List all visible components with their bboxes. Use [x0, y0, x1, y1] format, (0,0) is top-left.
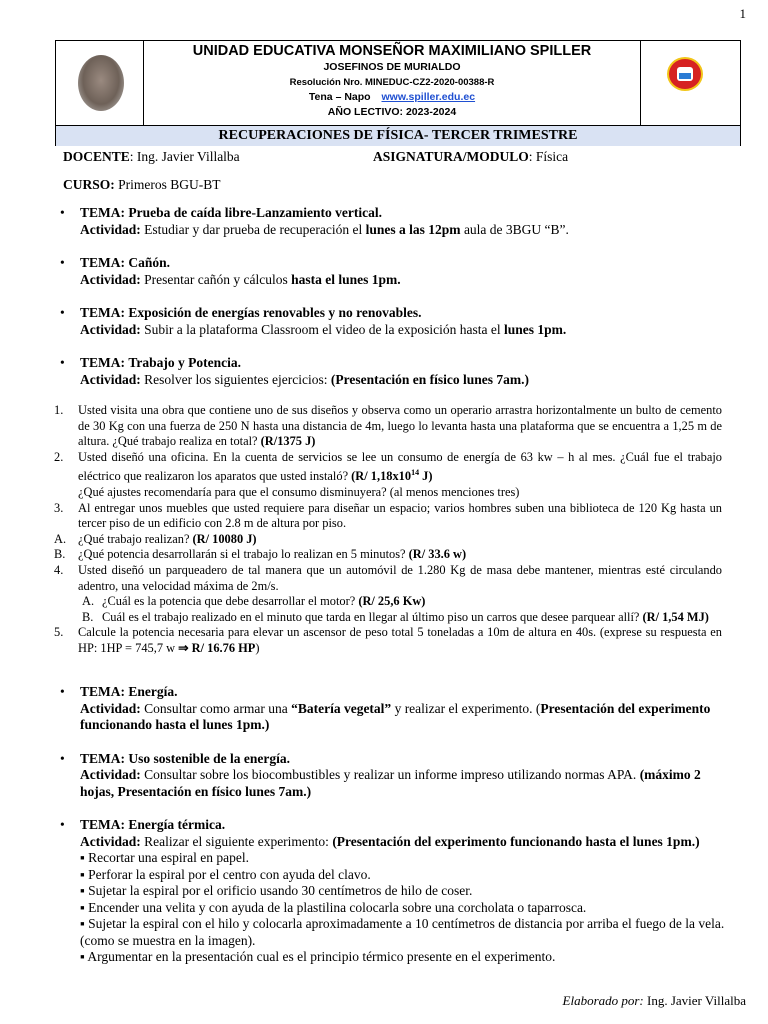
exercise-subitem	[54, 547, 722, 563]
exercise-answer-unit: J)	[419, 469, 433, 484]
crest-cell	[640, 41, 740, 125]
exercise-answer: (R/ 1,18x10	[351, 469, 412, 484]
website-link[interactable]: www.spiller.edu.ec	[381, 91, 476, 103]
topic-item	[60, 355, 730, 388]
topic-title: Prueba de caída libre-Lanzamiento vertical.	[128, 205, 382, 220]
step-item: ▪ Encender una velita y con ayuda de la plastilina colocarla sobre una corcholata o taparrosca.	[80, 899, 587, 915]
topic-title: Energía.	[128, 684, 178, 699]
exercise-answer: (R/ 25,6 Kw)	[358, 594, 426, 609]
activity-highlight: “Batería vegetal”	[291, 700, 392, 716]
exercise-number: 1.	[54, 403, 64, 417]
exercise-item	[54, 450, 722, 501]
exercise-text: Usted visita una obra que contiene uno de sus diseños y observa como un operario arrastra horizontalmente un bulto de cemento de 30 Kg con una fuerza de 250 N hasta una distancia de 4m, luego lo levanta hasta una plataforma que se encuentra a 1,25 m de altura. ¿Qué trabajo realiza en total?	[78, 403, 722, 449]
founder-portrait-image	[78, 55, 124, 111]
exercise-subitem	[54, 610, 722, 626]
curso-label: CURSO:	[63, 177, 115, 192]
topic-item	[60, 684, 730, 734]
exercise-number: 4.	[54, 563, 64, 578]
page-number: 1	[739, 6, 746, 21]
step-item: ▪ Sujetar la espiral por el orificio usando 30 centímetros de hilo de coser.	[80, 883, 473, 898]
actividad-label: Actividad:	[80, 371, 141, 387]
bullet-icon: •	[60, 817, 65, 832]
bullet-icon: •	[60, 355, 65, 370]
exercise-item	[54, 403, 722, 450]
actividad-label: Actividad:	[80, 700, 141, 716]
exercise-text: Usted diseñó un parqueadero de tal manera que un automóvil de 1.280 Kg de masa debe mantener, mientras esté circulando adentro, una velocidad máxima de 2m/s.	[78, 563, 722, 593]
exercise-number: A.	[82, 594, 95, 609]
portrait-cell	[56, 41, 144, 125]
activity-text: Presentar cañón y cálculos	[144, 271, 292, 287]
tema-label: TEMA:	[80, 255, 125, 270]
exercise-subitem	[54, 532, 722, 548]
activity-deadline: (Presentación en físico lunes 7am.)	[330, 371, 529, 387]
footer-author: Ing. Javier Villalba	[643, 993, 746, 1008]
asignatura-label: ASIGNATURA/MODULO	[373, 149, 529, 164]
activity-deadline: lunes a las 12pm	[365, 221, 461, 237]
tema-label: TEMA:	[80, 750, 125, 766]
tema-label: TEMA:	[80, 684, 125, 699]
activity-text: aula de 3BGU “B”.	[460, 221, 569, 237]
exercise-text: ¿Qué ajustes recomendaría para que el consumo disminuyera? (al menos menciones tres)	[78, 485, 520, 500]
location: Tena – Napo	[308, 91, 371, 103]
footer-label: Elaborado por:	[562, 993, 644, 1008]
exercise-text: ¿Qué potencia desarrollarán si el trabajo lo realizan en 5 minutos?	[78, 547, 409, 562]
document-title: RECUPERACIONES DE FÍSICA- TERCER TRIMESTRE	[56, 125, 740, 146]
crest-band	[679, 73, 691, 79]
exercise-text: Calcule la potencia necesaria para elevar un ascensor de peso total 5 toneladas a 10m de altura en 40s. (exprese su respuesta en HP: 1HP = 745,7 w	[78, 625, 722, 656]
exercise-text: Usted diseñó una oficina. En la cuenta de servicios se lee un consumo de energía de 63 kw – h al mes. ¿Cuál fue el trabajo eléctrico que realizaron los aparatos que usted instaló?	[78, 449, 722, 484]
exercise-item	[54, 501, 722, 532]
exercise-item	[54, 563, 722, 594]
implies-arrow-icon: ⇒	[178, 641, 189, 656]
tema-label: TEMA:	[80, 817, 125, 832]
topic-item	[60, 205, 730, 238]
exercise-text: Al entregar unos muebles que usted requiere para diseñar un espacio; varios hombres suben una biblioteca de 120 Kg hasta un tercer piso de un edificio con 2.8 m de altura por piso.	[78, 500, 722, 531]
tema-label: TEMA:	[80, 205, 125, 220]
bullet-icon: •	[60, 255, 65, 270]
exercise-answer: (R/ 10080 J)	[192, 531, 257, 546]
activity-text: Realizar el siguiente experimento:	[144, 833, 333, 849]
actividad-label: Actividad:	[80, 271, 141, 287]
bullet-icon: •	[60, 684, 65, 699]
header-table	[55, 40, 741, 146]
topic-title: Exposición de energías renovables y no renovables.	[128, 305, 422, 320]
actividad-label: Actividad:	[80, 767, 141, 782]
actividad-label: Actividad:	[80, 221, 141, 237]
topic-item	[60, 255, 730, 288]
experiment-steps	[80, 850, 730, 966]
topic-title: Cañón.	[128, 255, 171, 270]
topic-list-bottom	[60, 684, 730, 966]
school-subtitle: JOSEFINOS DE MURIALDO	[323, 61, 461, 73]
school-crest-icon	[667, 57, 703, 91]
actividad-label: Actividad:	[80, 321, 141, 337]
curso-row	[63, 177, 221, 193]
exercise-answer-exponent: 14	[411, 468, 420, 478]
docente-label: DOCENTE	[63, 149, 130, 164]
activity-deadline: (máximo 2 hojas, Presentación en físico lunes 7am.)	[80, 767, 701, 799]
activity-text: y realizar el experimento. (	[391, 700, 541, 716]
exercise-number: 3.	[54, 500, 64, 515]
exercise-number: 5.	[54, 625, 64, 640]
bullet-icon: •	[60, 305, 65, 320]
school-year: AÑO LECTIVO: 2023-2024	[327, 106, 457, 118]
topic-item	[60, 305, 730, 338]
step-item: ▪ Perforar la espiral por el centro con ayuda del clavo.	[80, 866, 371, 882]
exercise-answer: (R/ 1,54 MJ)	[642, 609, 709, 624]
activity-text: Subir a la plataforma Classroom el video de la exposición hasta el	[144, 321, 505, 337]
exercise-list	[54, 403, 722, 657]
curso-value: Primeros BGU-BT	[114, 177, 221, 192]
step-item: ▪ Recortar una espiral en papel.	[80, 850, 249, 865]
topic-title: Uso sostenible de la energía.	[128, 750, 290, 766]
activity-text: Consultar como armar una	[144, 700, 292, 716]
exercise-item	[54, 625, 722, 656]
header-center	[144, 41, 640, 125]
activity-deadline: hasta el lunes 1pm.	[291, 271, 401, 287]
topic-item	[60, 817, 730, 966]
topic-item	[60, 751, 730, 801]
activity-deadline: Presentación del experimento funcionando hasta el lunes 1pm.)	[80, 700, 711, 732]
exercise-number: 2.	[54, 449, 64, 464]
topic-title: Energía térmica.	[128, 817, 226, 832]
tema-label: TEMA:	[80, 355, 125, 370]
exercise-number: B.	[54, 547, 66, 562]
exercise-answer: (R/ 33.6 w)	[408, 547, 467, 562]
activity-deadline: (Presentación del experimento funcionando hasta el lunes 1pm.)	[332, 833, 700, 849]
exercise-text: ¿Cuál es la potencia que debe desarrollar el motor?	[102, 594, 359, 609]
exercise-number: B.	[82, 609, 94, 624]
step-item: ▪ Argumentar en la presentación cual es el principio térmico presente en el experimento.	[80, 949, 556, 964]
topic-list-top	[60, 205, 730, 388]
exercise-text: ¿Qué trabajo realizan?	[78, 531, 193, 546]
exercise-answer: R/ 16.76 HP	[188, 641, 256, 656]
bullet-icon: •	[60, 205, 65, 220]
step-item: ▪ Sujetar la espiral con el hilo y colocarla aproximadamente a 10 centímetros de distancia por arriba el fuego de la vela. (como se muestra en la imagen).	[80, 916, 725, 948]
asignatura-row	[373, 149, 568, 165]
exercise-number: A.	[54, 531, 67, 546]
school-name: UNIDAD EDUCATIVA MONSEÑOR MAXIMILIANO SPILLER	[192, 43, 592, 59]
resolution: Resolución Nro. MINEDUC-CZ2-2020-00388-R	[289, 77, 495, 88]
activity-text: Resolver los siguientes ejercicios:	[144, 371, 331, 387]
tema-label: TEMA:	[80, 305, 125, 320]
exercise-text: )	[255, 641, 260, 656]
exercise-text: Cuál es el trabajo realizado en el minuto que tarda en llegar al último piso un carros que desee parquear allí?	[102, 609, 643, 624]
footer-signature	[563, 993, 746, 1009]
topic-title: Trabajo y Potencia.	[128, 355, 241, 370]
exercise-answer: (R/1375 J)	[260, 434, 316, 449]
activity-deadline: lunes 1pm.	[504, 321, 567, 337]
actividad-label: Actividad:	[80, 833, 141, 849]
location-row	[144, 90, 640, 105]
asignatura-value: : Física	[528, 149, 569, 164]
activity-text: Consultar sobre los biocombustibles y realizar un informe impreso utilizando normas APA.	[144, 767, 640, 782]
activity-text: Estudiar y dar prueba de recuperación el	[144, 221, 366, 237]
bullet-icon: •	[60, 750, 65, 766]
docente-row	[63, 149, 240, 165]
docente-value: : Ing. Javier Villalba	[129, 149, 240, 164]
exercise-subitem	[54, 594, 722, 610]
